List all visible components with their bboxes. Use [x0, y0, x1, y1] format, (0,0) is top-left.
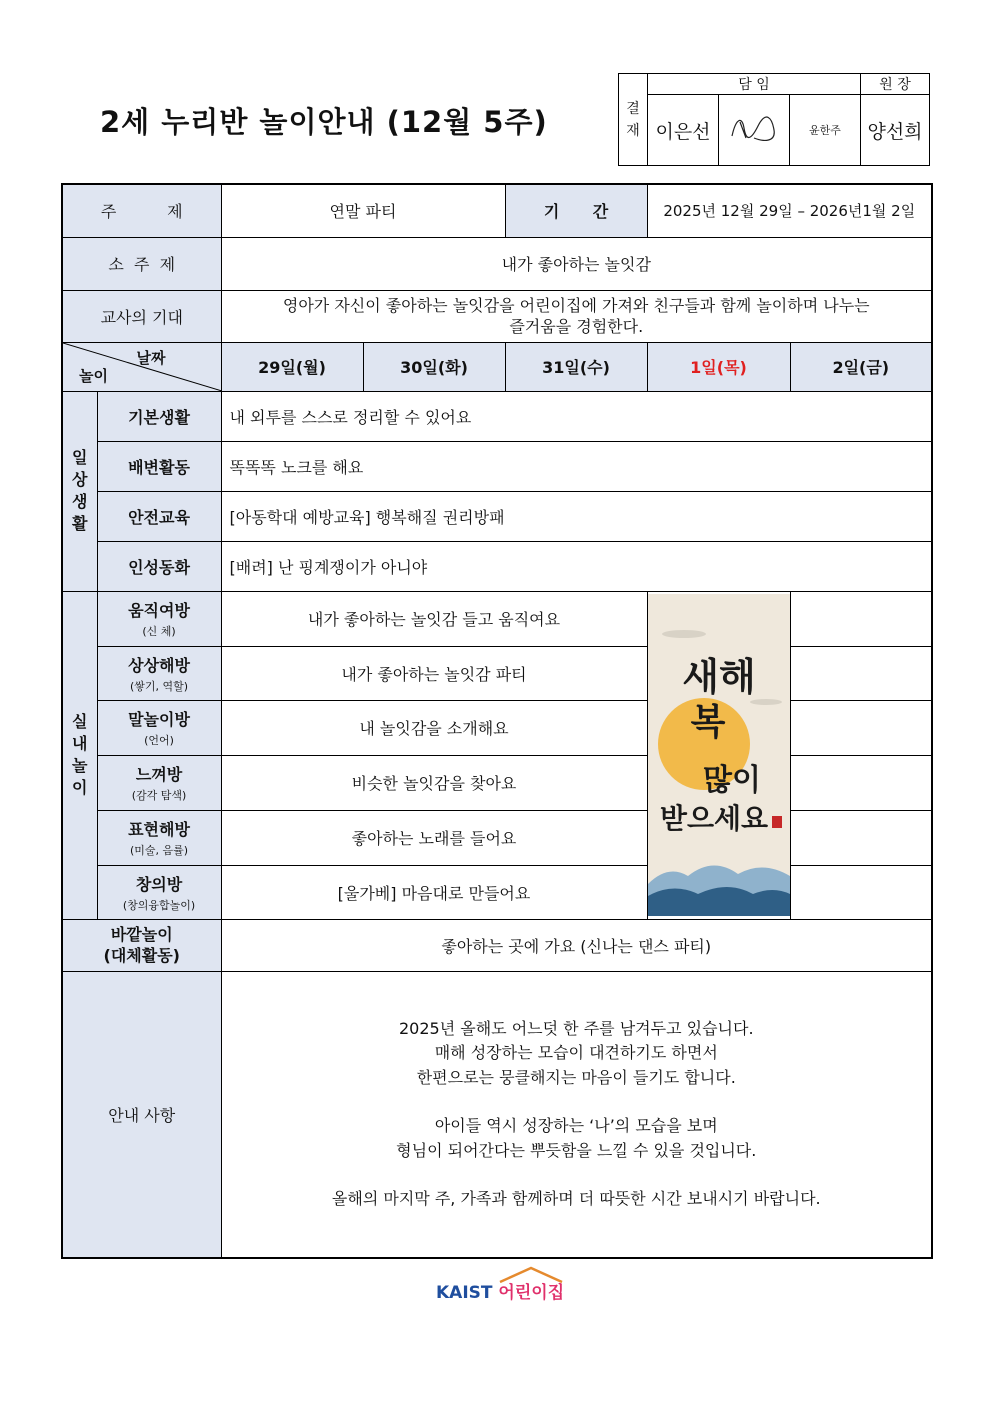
- signature-2: [719, 95, 790, 166]
- daily-row-value: 똑똑똑 노크를 해요: [221, 441, 932, 491]
- day-mon: 29일(월): [221, 342, 363, 391]
- signature-1: 이은선: [648, 95, 719, 166]
- indoor-row-name: 움직여방 (신 체): [97, 591, 221, 646]
- svg-text:많이: 많이: [702, 763, 761, 798]
- indoor-empty-cell: [790, 700, 932, 755]
- indoor-empty-cell: [790, 865, 932, 919]
- notice-label: 안내 사항: [62, 971, 221, 1258]
- house-icon: 어린이집: [498, 1278, 564, 1303]
- period-label: 기 간: [505, 184, 647, 237]
- topic-value: 연말 파티: [221, 184, 505, 237]
- indoor-row-name: 상상해방 (쌓기, 역할): [97, 646, 221, 700]
- kaist-kindergarten-logo: KAIST 어린이집: [436, 1278, 564, 1303]
- indoor-empty-cell: [790, 646, 932, 700]
- indoor-row-name: 느껴방 (감각 탐색): [97, 755, 221, 810]
- homeroom-label: 담 임: [648, 74, 861, 95]
- svg-text:받으세요: 받으세요: [659, 802, 768, 835]
- signature-3: 윤한주: [790, 95, 861, 166]
- expectation-value: 영아가 자신이 좋아하는 놀잇감을 어린이집에 가져와 친구들과 함께 놀이하며 나누는 즐거움을 경험한다.: [221, 290, 932, 342]
- day-tue: 30일(화): [363, 342, 505, 391]
- approval-label: 결 재: [619, 74, 648, 166]
- outdoor-value: 좋아하는 곳에 가요 (신나는 댄스 파티): [221, 919, 932, 971]
- date-label: 날짜: [136, 348, 166, 367]
- daily-row-name: 안전교육: [97, 491, 221, 541]
- period-value: 2025년 12월 29일 – 2026년1월 2일: [647, 184, 932, 237]
- indoor-row-value: 좋아하는 노래를 들어요: [221, 810, 647, 865]
- indoor-row-name: 말놀이방 (언어): [97, 700, 221, 755]
- signature-scribble-icon: [724, 108, 784, 148]
- director-label: 원 장: [861, 74, 930, 95]
- subtopic-value: 내가 좋아하는 놀잇감: [221, 237, 932, 290]
- indoor-empty-cell: [790, 755, 932, 810]
- expectation-label: 교사의 기대: [62, 290, 221, 342]
- indoor-row-value: 내가 좋아하는 놀잇감 파티: [221, 646, 647, 700]
- daily-row-value: [아동학대 예방교육] 행복해질 권리방패: [221, 491, 932, 541]
- subtopic-label: 소 주 제: [62, 237, 221, 290]
- day-fri: 2일(금): [790, 342, 932, 391]
- day-wed: 31일(수): [505, 342, 647, 391]
- indoor-empty-cell: [790, 591, 932, 646]
- daily-row-value: 내 외투를 스스로 정리할 수 있어요: [221, 391, 932, 441]
- page-title: 2세 누리반 놀이안내 (12월 5주): [100, 105, 548, 139]
- play-label: 놀이: [79, 366, 108, 385]
- indoor-row-name: 창의방 (창의융합놀이): [97, 865, 221, 919]
- indoor-row-value: 내가 좋아하는 놀잇감 들고 움직여요: [221, 591, 647, 646]
- indoor-row-name: 표현해방 (미술, 음률): [97, 810, 221, 865]
- topic-label: 주 제: [62, 184, 221, 237]
- daily-life-label: 일 상 생 활: [62, 391, 97, 591]
- indoor-row-value: 비슷한 놀잇감을 찾아요: [221, 755, 647, 810]
- daily-row-name: 배변활동: [97, 441, 221, 491]
- daily-row-name: 기본생활: [97, 391, 221, 441]
- signature-4: 양선희: [861, 95, 930, 166]
- daily-row-name: 인성동화: [97, 541, 221, 591]
- indoor-empty-cell: [790, 810, 932, 865]
- new-year-banner: [647, 591, 790, 919]
- daily-row-value: [배려] 난 핑계쟁이가 아니야: [221, 541, 932, 591]
- notice-body: 2025년 올해도 어느덧 한 주를 남겨두고 있습니다. 매해 성장하는 모습이 대견하기도 하면서 한편으로는 뭉클해지는 마음이 들기도 합니다. 아이들 역시 성장하는 ‘나’의 모습을 보며 형님이 되어간다는 뿌듯함을 느낄 수 있을 것입니다. 올해의 마지막 주, 가족과 함께하며 더 따뜻한 시간 보내시기 바랍니다.: [221, 971, 932, 1258]
- approval-box: [618, 73, 930, 166]
- day-thu-holiday: 1일(목): [647, 342, 790, 391]
- new-year-banner-image: [648, 594, 790, 916]
- svg-text:새해: 새해: [681, 654, 756, 699]
- date-play-header: [62, 342, 221, 391]
- plan-table: [61, 183, 933, 1259]
- outdoor-label: 바깥놀이 (대체활동): [62, 919, 221, 971]
- indoor-play-label: 실 내 놀 이: [62, 591, 97, 919]
- indoor-row-value: [울가베] 마음대로 만들어요: [221, 865, 647, 919]
- indoor-row-value: 내 놀잇감을 소개해요: [221, 700, 647, 755]
- svg-text:복: 복: [690, 701, 725, 743]
